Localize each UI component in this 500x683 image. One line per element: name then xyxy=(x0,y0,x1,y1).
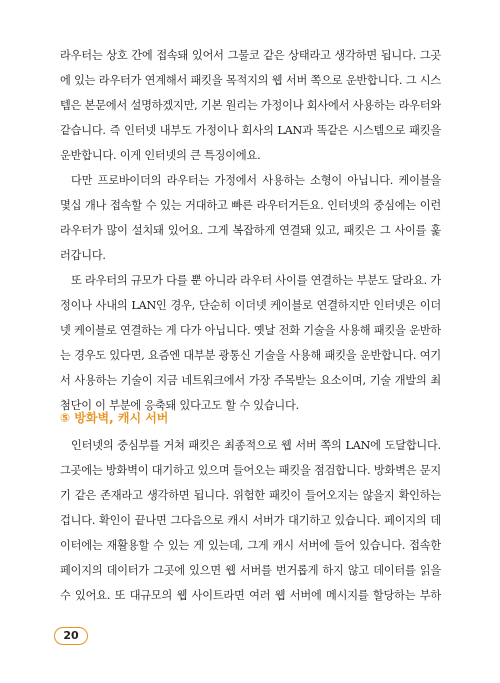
text-line: 이터에는 재활용할 수 있는 게 있는데, 그게 캐시 서버에 들어 있습니다. 접속한 xyxy=(60,539,441,552)
paragraph-routers-mesh xyxy=(60,43,441,168)
text-line: 또 라우터의 규모가 다를 뿐 아니라 라우터 사이를 연결하는 부분도 달라요. 가 xyxy=(71,274,441,287)
text-line: 몇십 개나 접속할 수 있는 거대하고 빠른 라우터거든요. 인터넷의 중심에는 이런 xyxy=(60,199,441,212)
text-line: 겁니다. 확인이 끝나면 그다음으로 캐시 서버가 대기하고 있습니다. 페이지의 데 xyxy=(60,514,441,527)
paragraph-firewall-cache xyxy=(60,433,441,608)
text-line: 수 있어요. 또 대규모의 웹 사이트라면 여러 웹 서버에 메시지를 할당하는 부하 xyxy=(60,589,441,602)
text-line: 운반합니다. 이게 인터넷의 큰 특징이에요. xyxy=(60,149,261,162)
text-line: 템은 본문에서 설명하겠지만, 기본 원리는 가정이나 회사에서 사용하는 라우터와 xyxy=(60,99,441,112)
text-line: 라우터는 상호 간에 접속돼 있어서 그물코 같은 상태라고 생각하면 됩니다. 그곳 xyxy=(60,49,441,62)
page-number-badge: 20 xyxy=(54,627,88,645)
text-line: 기 같은 존재라고 생각하면 됩니다. 위험한 패킷이 들어오지는 않을지 확인하는 xyxy=(60,489,441,502)
text-line: 라우터가 많이 설치돼 있어요. 그게 복잡하게 연결돼 있고, 패킷은 그 사이를 훑 xyxy=(60,224,441,237)
section-heading: ⑤ 방화벽, 캐시 서버 xyxy=(60,411,169,425)
text-line: 첨단이 이 부분에 응축돼 있다고도 할 수 있습니다. xyxy=(60,399,299,412)
text-line: 그곳에는 방화벽이 대기하고 있으며 들어오는 패킷을 점검합니다. 방화벽은 문지 xyxy=(60,464,441,477)
text-line: 러갑니다. xyxy=(60,249,106,262)
text-line: 넷 케이블로 연결하는 게 다가 아닙니다. 옛날 전화 기술을 사용해 패킷을 운반하 xyxy=(60,324,441,337)
text-line: 페이지의 데이터가 그곳에 있으면 웹 서버를 번거롭게 하지 않고 데이터를 읽을 xyxy=(60,564,441,577)
text-line: 는 경우도 있다면, 요즘엔 대부분 광통신 기술을 사용해 패킷을 운반합니다. 여기 xyxy=(60,349,441,362)
text-line: 인터넷의 중심부를 거쳐 패킷은 최종적으로 웹 서버 쪽의 LAN에 도달합니다. xyxy=(71,439,441,452)
paragraph-provider-routers xyxy=(60,168,441,268)
paragraph-router-links xyxy=(60,268,441,418)
text-line: 서 사용하는 기술이 지금 네트워크에서 가장 주목받는 요소이며, 기술 개발의 최 xyxy=(60,374,441,387)
text-line: 같습니다. 즉 인터넷 내부도 가정이나 회사의 LAN과 똑같은 시스템으로 패킷을 xyxy=(60,124,441,137)
text-line: 에 있는 라우터가 연계해서 패킷을 목적지의 웹 서버 쪽으로 운반합니다. 그 시스 xyxy=(60,74,441,87)
text-line: 정이나 사내의 LAN인 경우, 단순히 이더넷 케이블로 연결하지만 인터넷은 이더 xyxy=(60,299,441,312)
text-line: 다만 프로바이더의 라우터는 가정에서 사용하는 소형이 아닙니다. 케이블을 xyxy=(71,174,441,187)
